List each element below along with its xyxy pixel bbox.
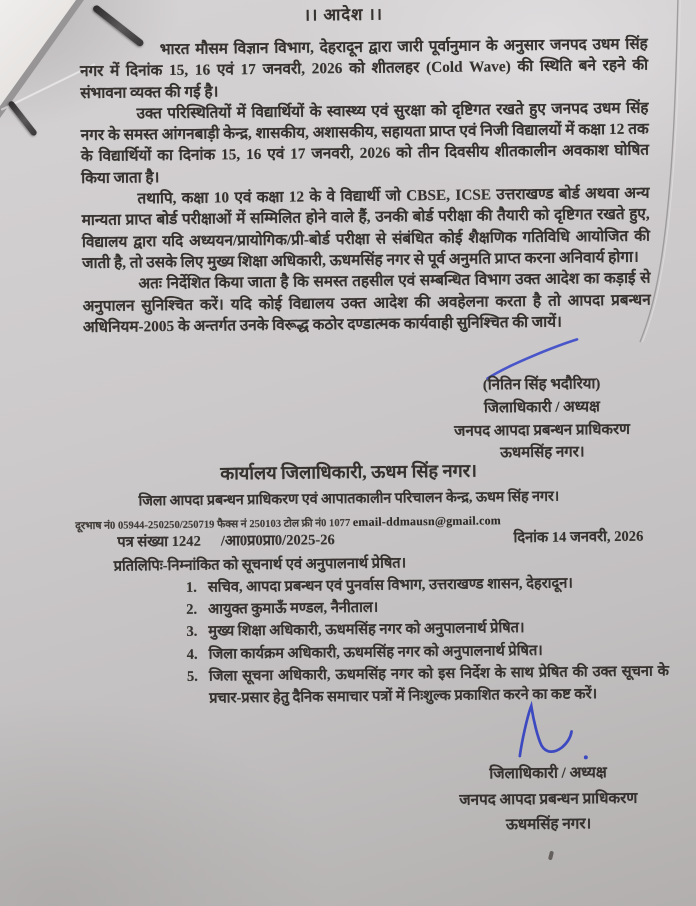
item-number: 2. [186,601,198,619]
phone-fax-tollfree: दूरभाष नं0 05944-250250/250719 फैक्स नं 250103 टोल फ्री नं0 1077 [75,517,351,533]
office-subtitle: जिला आपदा प्रबन्धन प्राधिकरण एवं आपातकालीन परिचालन केन्द्र, ऊधम सिंह नगर। [138,488,560,510]
paragraph-compliance-warning: अतः निर्देशित किया जाता है कि समस्त तहसील एवं सम्बन्धित विभाग उक्त आदेश का कड़ाई से अनुपालन सुनिश्चित करें। यदि कोई विद्यालय उक्त आदेश की अवहेलना करता है तो आपदा प्रबन्धन अधिनियम-2005 के अन्तर्गत उनके विरूद्ध कठोर दण्डात्मक कार्यवाही सुनिश्चित की जायें। [82,269,651,336]
item-text: आयुक्त कुमाऊँ मण्डल, नैनीताल। [208,599,379,618]
signatory-block-bottom [428,759,669,838]
item-number: 3. [186,624,198,641]
signature-ink [501,697,622,768]
paragraph-holiday-order: उक्त परिस्थितियों में विद्यार्थियों के स्वास्थ्य एवं सुरक्षा को दृष्टिगत रखते हुए जनपद उधम सिंह नगर के समस्त आंगनबाड़ी केन्द्र, शासकीय, अशासकीय, सहायता प्राप्त एवं निजी विद्यालयों में कक्षा 12 तक के विद्यार्थियों का दिनांक 15, 16 एवं 17 जनवरी, 2026 को तीन दिवसीय शीतकालीन अवकाश घोषित किया जाता है। [80,99,650,187]
signatory-title: जिलाधिकारी / अध्यक्ष [489,764,607,783]
paragraph-forecast: भारत मौसम विज्ञान विभाग, देहरादून द्वारा जारी पूर्वानुमान के अनुसार जनपद उधम सिंह नगर में दिनांक 15, 16 एवं 17 जनवरी, 2026 को शीतलहर (Cold Wave) की स्थिति बने रहने की संभावना व्यक्त की गई है। [79,35,649,102]
item-number: 1. [185,579,197,596]
document-title: ।। आदेश ।। [303,4,384,25]
copy-to-heading: प्रतिलिपिः-निम्नांकित को सूचनार्थ एवं अनुपालनार्थ प्रेषित। [113,555,407,575]
item-text: मुख्य शिक्षा अधिकारी, ऊधमसिंह नगर को अनुपालनार्थ प्रेषित। [208,620,525,641]
signatory-name: (नितिन सिंह भदौरिया) [482,376,601,394]
signatory-place: ऊधमसिंह नगर। [500,444,585,462]
letter-date: दिनांक 14 जनवरी, 2026 [513,528,644,547]
signatory-block-top [407,372,676,466]
signatory-org: जनपद आपदा प्रबन्धन प्राधिकरण [454,421,631,440]
office-title: कार्यालय जिलाधिकारी, ऊधम सिंह नगर। [220,460,477,484]
item-number: 4. [186,646,198,663]
letter-number: पत्र संख्या 1242 [117,533,201,551]
item-text: सचिव, आपदा प्रबन्धन एवं पुनर्वास विभाग, उत्तराखण्ड शासन, देहरादून। [207,575,573,596]
paragraph-board-exam-exception: तथापि, कक्षा 10 एवं कक्षा 12 के वे विद्यार्थी जो CBSE, ICSE उत्तराखण्ड बोर्ड अथवा अन्य मान्यता प्राप्त बोर्ड परीक्षाओं में सम्मिलित होने वाले हैं, उनकी बोर्ड परीक्षा की तैयारी को दृष्टिगत रखते हुए, विद्यालय द्वारा यदि अध्ययन/प्रायोगिक/प्री-बोर्ड परीक्षा से संबंधित कोई शैक्षणिक गतिविधि आयोजित की जाती है, तो उसके लिए मुख्य शिक्षा अधिकारी, ऊधमसिंह नगर से पूर्व अनुमति प्राप्त करना अनिवार्य होगा। [81,184,651,272]
order-body [80,34,651,339]
copy-to-list [186,571,669,710]
file-number: /आ0प्र0प्रा0/2025-26 [220,532,335,550]
signatory-title: जिलाधिकारी / अध्यक्ष [483,398,600,417]
signatory-org: जनपद आपदा प्रबन्धन प्राधिकरण [459,789,638,809]
item-text: जिला सूचना अधिकारी, ऊधमसिंह नगर को इस निर्देश के साथ प्रेषित की उक्त सूचना के प्रचार-प्रसार हेतु दैनिक समाचार पत्रों में निःशुल्क प्रकाशित करने का कष्ट करें। [208,663,669,707]
item-text: जिला कार्यक्रम अधिकारी, ऊधमसिंह नगर को अनुपालनार्थ प्रेषित। [208,642,543,663]
office-email: email-ddmausn@gmail.com [352,513,502,529]
item-number: 5. [186,668,198,685]
signatory-place: ऊधमसिंह नगर। [505,815,592,834]
